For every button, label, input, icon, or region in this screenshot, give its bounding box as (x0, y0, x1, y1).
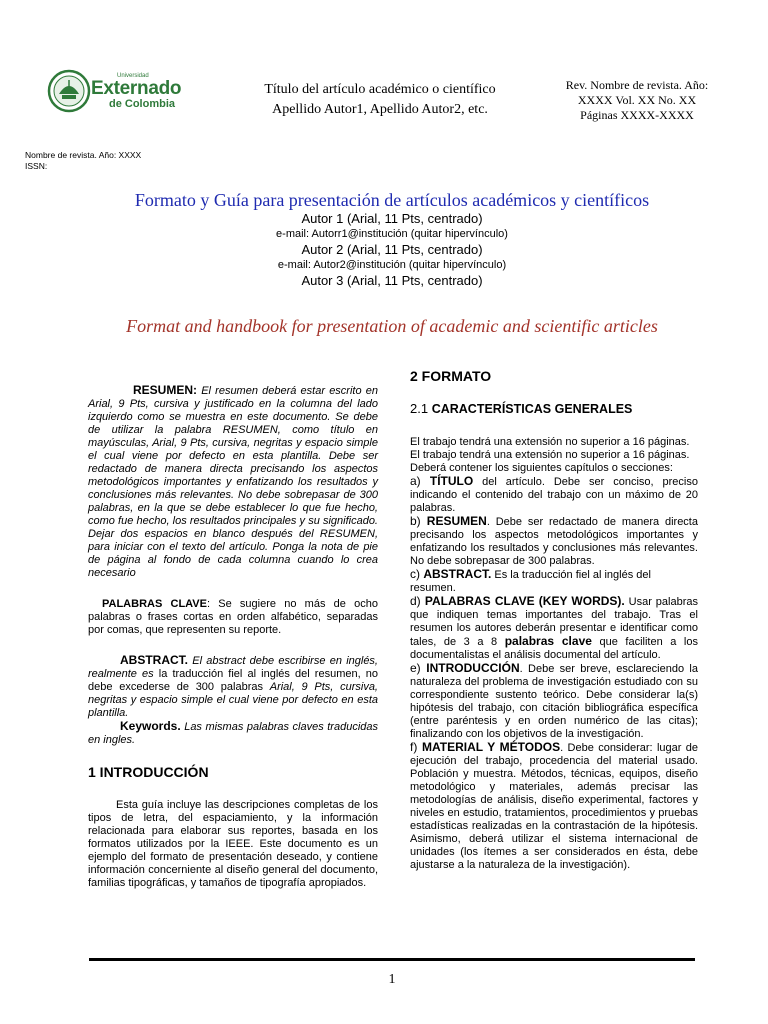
item-a-label: TÍTULO (429, 474, 474, 488)
page-number: 1 (388, 972, 396, 987)
subsection-heading (410, 402, 698, 416)
document-title: Formato y Guía para presentación de artículos académicos y científicos (134, 190, 650, 210)
resumen-label: RESUMEN: (133, 383, 198, 397)
item-b-prefix: b) (410, 514, 427, 528)
logo-name-main: Externado (91, 78, 182, 99)
item-a (410, 475, 698, 515)
journal-meta (25, 150, 141, 172)
item-c-prefix: c) (410, 567, 424, 581)
item-a-text: del artículo. Debe ser conciso, preciso indicando el contenido del trabajo con un máximo de 20 palabras. (410, 476, 698, 514)
subsection-number: 2.1 (410, 401, 432, 416)
introduccion-heading: 1 INTRODUCCIÓN (88, 764, 209, 780)
author-3: Autor 3 (Arial, 11 Pts, centrado) (301, 273, 483, 288)
item-d-label: PALABRAS CLAVE (KEY WORDS). (424, 594, 625, 608)
formato-heading: 2 FORMATO (410, 368, 492, 384)
item-e (410, 662, 698, 741)
authors-block (0, 211, 768, 289)
palabras-clave-paragraph (88, 598, 378, 637)
abstract-paragraph (88, 654, 378, 720)
item-f-prefix: f) (410, 740, 422, 754)
resumen-text: El resumen deberá estar escrito en Arial, 9 Pts, cursiva y justificado en la columna del lado izquierdo como se muestra en este documento. Se debe de utilizar la palabra RESUMEN, como título en mayúsculas, Arial, 9 Pts, cursiva, negritas y espacio simple el cual viene por defecto en esta plantilla. Debe ser redactado de manera directa precisando los aspectos metodológicos importantes y enfatizando los resultados y conclusiones más relevantes. No debe sobrepasar de 300 palabras, en la que se debe establecer lo que fue hecho, como fue hecho, los resultados principales y su significado. Dejar dos espacios en blanco después del RESUMEN, para iniciar con el texto del artículo. Ponga la nota de pie de página al fondo de cada columna cuando lo crea necesario (88, 385, 379, 579)
abstract-text-b: la traducción fiel al inglés del resumen, no debe excederse de 300 palabras (88, 668, 378, 693)
header-journal-info: Rev. Nombre de revista. Año: XXXX Vol. XX No. XX Páginas XXXX-XXXX (565, 78, 709, 122)
logo-name-sub: de Colombia (109, 98, 176, 110)
format-intro: El trabajo tendrá una extensión no superior a 16 páginas. El trabajo tendrá una extensión no superior a 16 páginas. Deberá contener los siguientes capítulos o secciones: (410, 436, 690, 474)
item-d-text-b: que faciliten a los documentalistas el análisis documental del artículo. (410, 636, 698, 661)
introduccion-text: Esta guía incluye las descripciones completas de los tipos de letra, del espaciamiento, y la información relacionada para elaborar sus reportes, basada en los formatos utilizados por la IEEE. Este documento es un ejemplo del formato de presentación deseado, y contiene información concerniente al diseño general del documento, familias tipográficas, y tamaños de tipografía apropiados. (88, 799, 378, 889)
english-title: Format and handbook for presentation of academic and scientific articles (126, 316, 658, 336)
palabras-clave-text: : Se sugiere no más de ocho palabras o frases cortas en orden alfabético, separadas por comas, que representen su reporte. (88, 598, 378, 636)
keywords-text: Las mismas palabras claves traducidas en ingles. (88, 721, 378, 746)
university-logo (47, 60, 187, 122)
author-2-email: e-mail: Autor2@institución (quitar hipervínculo) (277, 259, 507, 271)
item-d-label-2: palabras clave (504, 634, 592, 648)
resumen-paragraph (88, 384, 378, 580)
keywords-paragraph (88, 720, 378, 747)
author-2: Autor 2 (Arial, 11 Pts, centrado) (301, 242, 483, 257)
item-e-text: . Debe ser breve, esclareciendo la naturaleza del problema de investigación estudiado con su correspondiente sustento teórico. Debe considerar la(s) hipótesis del trabajo, con citación bibliográfica específica (entre paréntesis y en orden numérico de las citas); finalizando con los objetivos de la investigación. (410, 663, 698, 740)
abstract-text-c: Arial, 9 Pts, cursiva, negritas y espacio simple el cual viene por defecto en esta plantilla. (88, 681, 378, 719)
item-f (410, 741, 698, 872)
logo-small-word: Universidad (117, 73, 149, 79)
item-e-label: INTRODUCCIÓN (426, 661, 520, 675)
item-f-label: MATERIAL Y MÉTODOS (421, 740, 561, 754)
meta-journal-year: Nombre de revista. Año: XXXX (25, 150, 142, 160)
item-f-text: . Debe considerar: lugar de ejecución del trabajo, procedencia del material usado. Población y muestra. Métodos, técnicas, equipos, diseño metodológico y materiales, además precisar las metodologías de análisis, diseño experimental, factores y niveles en estudio, tratamientos, procedimientos y pruebas estadísticas realizadas en la contrastación de la hipótesis. Asimismo, deberá utilizar el sistema internacional de unidades (los ítemes a ser considerados en ésta, debe ajustarse a la naturaleza de la investigación). (410, 742, 699, 871)
item-c-label: ABSTRACT. (423, 567, 492, 581)
abstract-text-a: El abstract debe escribirse en inglés, realmente es (88, 655, 378, 680)
running-header-center (230, 80, 530, 120)
abstract-label: ABSTRACT. (120, 653, 188, 667)
left-column (88, 384, 378, 890)
right-column (410, 370, 698, 872)
header-authors-line: Apellido Autor1, Apellido Autor2, etc. (272, 102, 488, 117)
keywords-label: Keywords. (120, 719, 181, 733)
item-b-text: . Debe ser redactado de manera directa precisando los aspectos metodológicos importantes y enfatizando los resultados y conclusiones más relevantes. No debe sobrepasar de 300 palabras. (410, 516, 698, 567)
item-a-prefix: a) (410, 474, 430, 488)
item-c-text: Es la traducción fiel al inglés del resumen. (410, 569, 651, 594)
meta-issn: ISSN: (25, 161, 48, 171)
item-e-prefix: e) (410, 661, 427, 675)
author-1-email: e-mail: Autorr1@institución (quitar hipervínculo) (276, 228, 508, 240)
footer-rule (89, 958, 695, 961)
subsection-title: CARACTERÍSTICAS GENERALES (431, 402, 633, 416)
item-d-text-a: Usar palabras que indiquen temas importantes del trabajo. Tras el resumen los autores deberán presentar e identificar como tales, de 3 a 8 (410, 596, 698, 648)
author-1: Autor 1 (Arial, 11 Pts, centrado) (301, 211, 483, 226)
item-c (410, 568, 698, 595)
palabras-clave-label: PALABRAS CLAVE (102, 598, 207, 610)
header-article-title: Título del artículo académico o científico (264, 82, 496, 97)
item-d (410, 595, 698, 662)
item-b-label: RESUMEN (426, 514, 487, 528)
item-b (410, 515, 698, 568)
item-d-prefix: d) (410, 594, 425, 608)
